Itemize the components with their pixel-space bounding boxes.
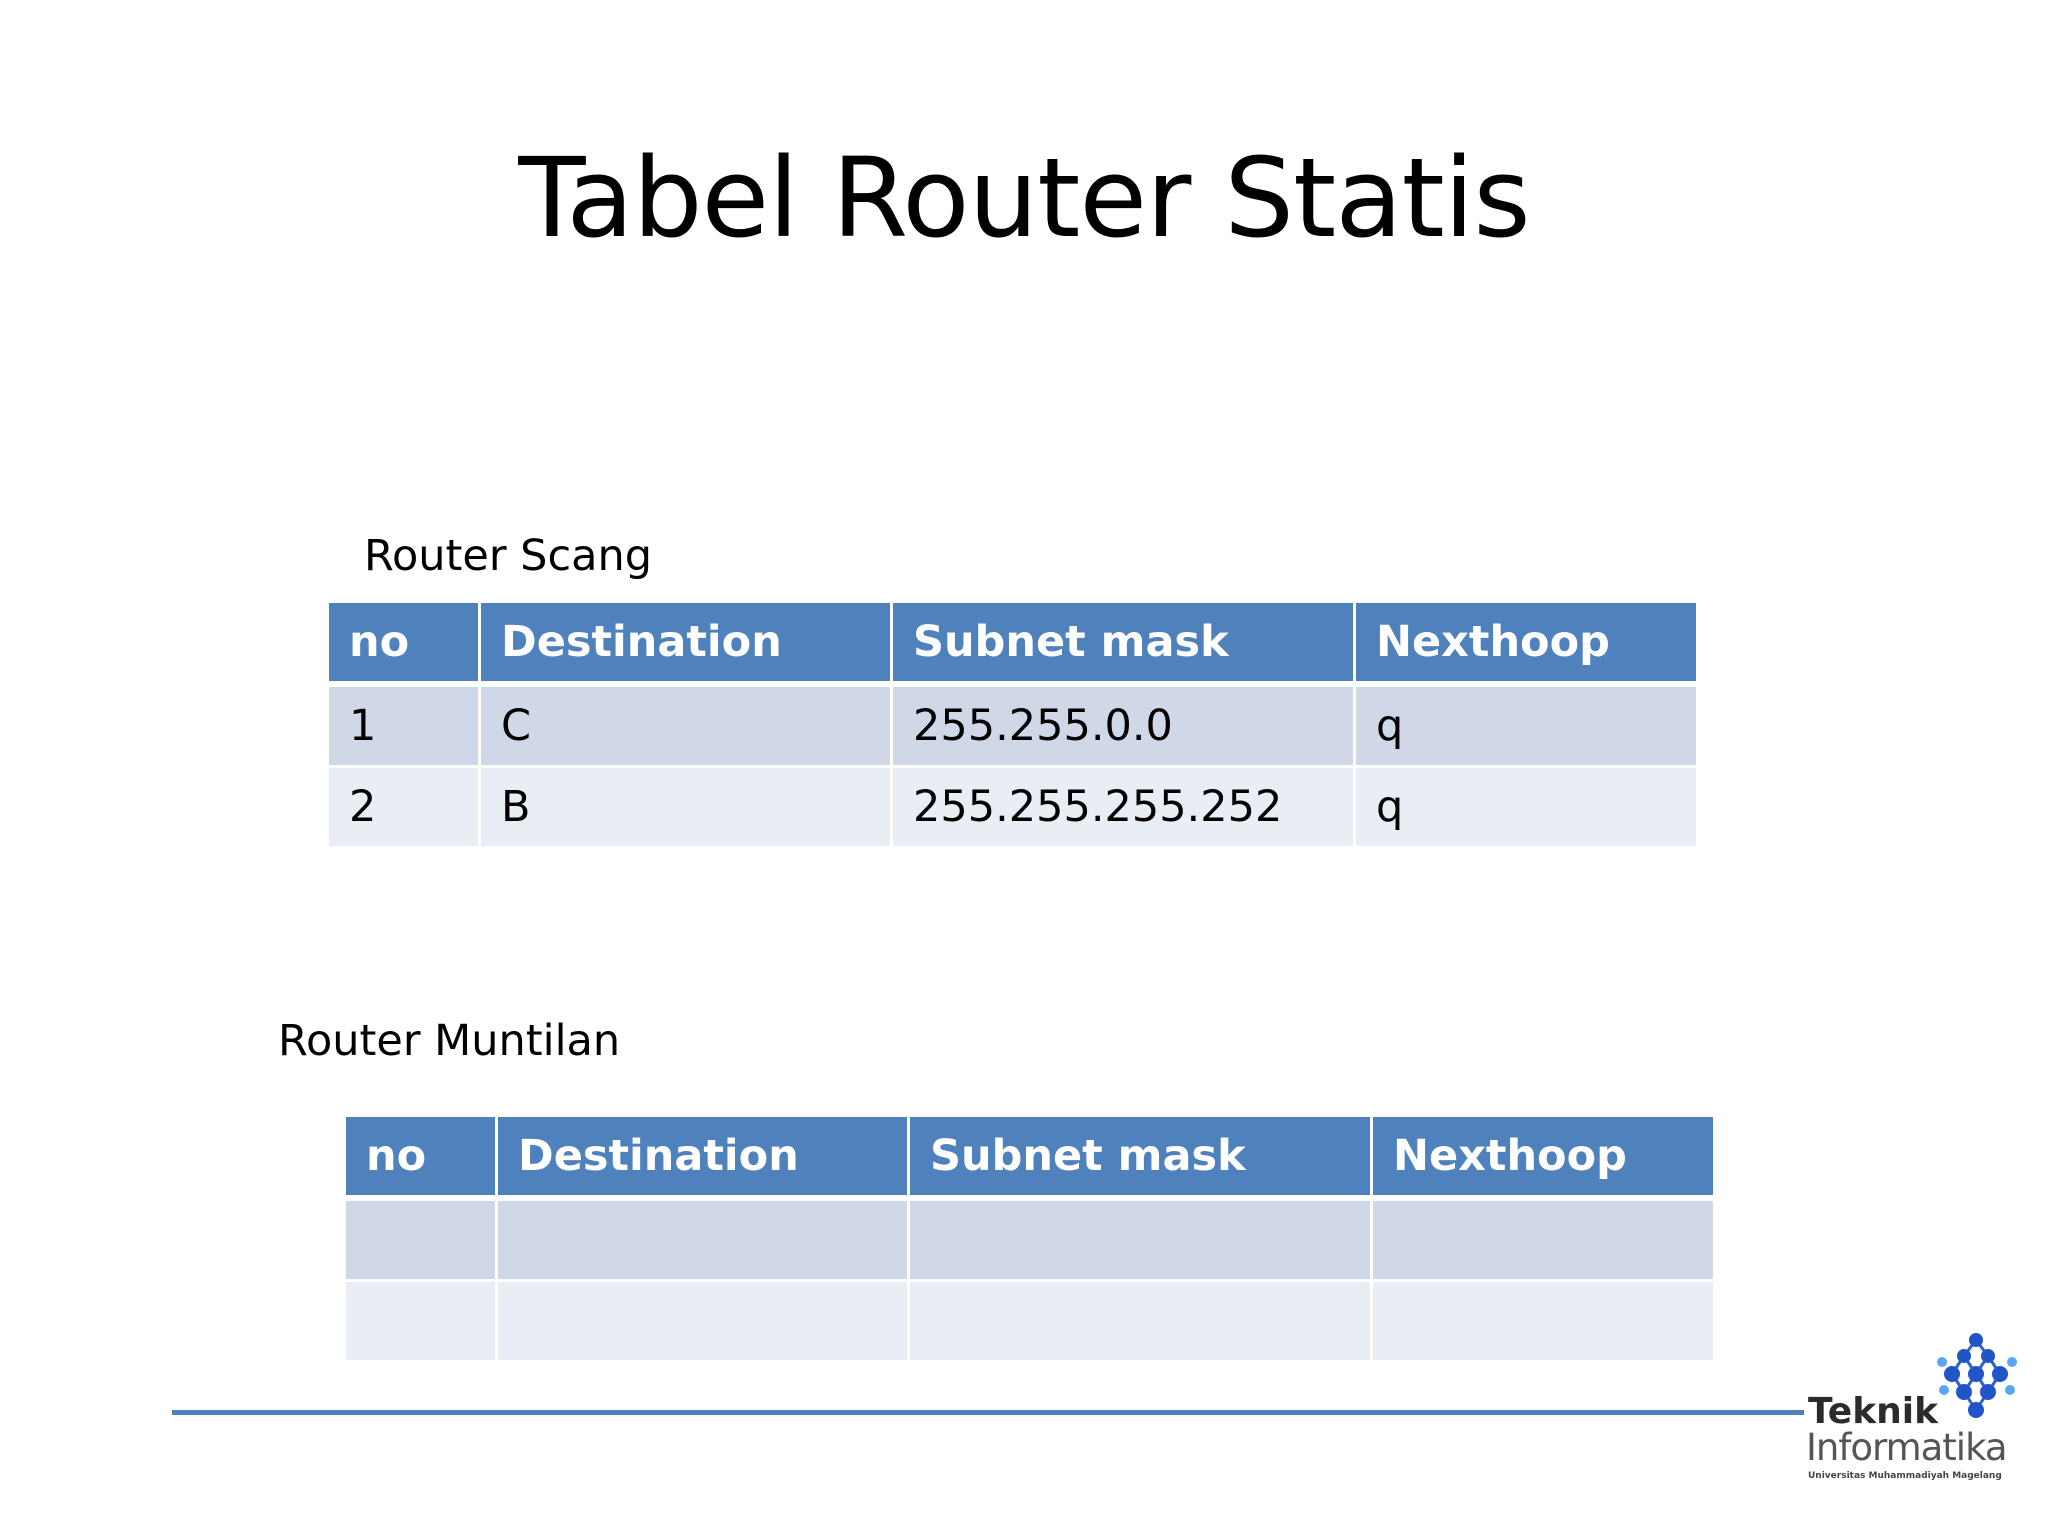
cell-nexthoop: q — [1355, 767, 1698, 848]
cell-destination: B — [480, 767, 892, 848]
cell-destination — [497, 1198, 909, 1281]
cell-no — [345, 1281, 497, 1362]
header-subnet-mask: Subnet mask — [909, 1116, 1372, 1199]
cell-subnet-mask: 255.255.0.0 — [892, 684, 1355, 767]
cell-nexthoop — [1372, 1281, 1715, 1362]
header-no: no — [345, 1116, 497, 1199]
cell-nexthoop: q — [1355, 684, 1698, 767]
logo-text-informatika: Informatika — [1806, 1426, 2007, 1469]
table-header-row — [328, 602, 1698, 685]
slide-title: Tabel Router Statis — [518, 134, 1530, 262]
cell-subnet-mask — [909, 1281, 1372, 1362]
table-caption-router-scang: Router Scang — [364, 531, 653, 581]
header-destination: Destination — [497, 1116, 909, 1199]
table-header-row — [345, 1116, 1715, 1199]
cell-no: 2 — [328, 767, 480, 848]
header-subnet-mask: Subnet mask — [892, 602, 1355, 685]
table-row — [345, 1198, 1715, 1281]
cell-no: 1 — [328, 684, 480, 767]
cell-subnet-mask: 255.255.255.252 — [892, 767, 1355, 848]
logo-text-teknik: Teknik — [1808, 1391, 1939, 1432]
routing-table-scang — [326, 600, 1699, 849]
routing-table-muntilan — [343, 1114, 1716, 1363]
footer-divider — [172, 1410, 1804, 1415]
table-caption-router-muntilan: Router Muntilan — [278, 1016, 621, 1066]
network-dots-icon — [1928, 1332, 2024, 1428]
cell-nexthoop — [1372, 1198, 1715, 1281]
logo-subtitle: Universitas Muhammadiyah Magelang — [1808, 1471, 2002, 1481]
cell-destination: C — [480, 684, 892, 767]
header-no: no — [328, 602, 480, 685]
cell-subnet-mask — [909, 1198, 1372, 1281]
header-destination: Destination — [480, 602, 892, 685]
cell-destination — [497, 1281, 909, 1362]
table-row — [345, 1281, 1715, 1362]
cell-no — [345, 1198, 497, 1281]
table-row — [328, 684, 1698, 767]
teknik-informatika-logo — [1800, 1332, 2040, 1482]
table-row — [328, 767, 1698, 848]
header-nexthoop: Nexthoop — [1355, 602, 1698, 685]
header-nexthoop: Nexthoop — [1372, 1116, 1715, 1199]
